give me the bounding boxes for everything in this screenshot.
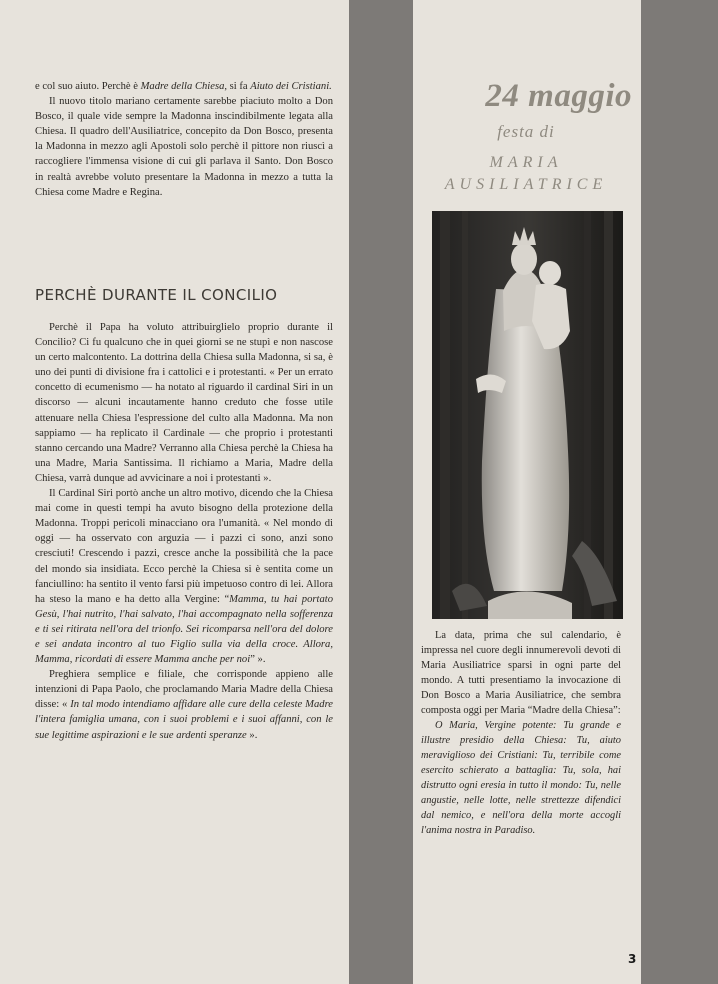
text: , si fa <box>224 81 251 92</box>
paragraph <box>35 486 333 667</box>
continuation-paragraph <box>35 79 333 94</box>
emphasis: In tal modo intendiamo affidare alle cure della celeste Madre l'intera famiglia umana, con i suoi problemi e i suoi affanni, con le sue legittime aspirazioni e le sue ardenti speranze <box>35 699 333 741</box>
section-heading: PERCHÈ DURANTE IL CONCILIO <box>35 286 278 304</box>
date-title: 24 maggio <box>485 78 632 114</box>
text: ” ». <box>250 654 266 666</box>
emphasis: Aiuto dei Cristiani. <box>250 81 332 92</box>
feature-title-block <box>420 76 632 196</box>
paragraph <box>35 667 333 742</box>
page-number: 3 <box>628 952 637 966</box>
name-line: MARIA <box>489 154 563 171</box>
paragraph: Perchè il Papa ha voluto attribuirglielo proprio durante il Concilio? Ci fu qualcuno che in quei giorni se ne stupì e non nascose un certo malcontento. La dottrina della Chiesa sulla Madonna, si sa, è uno dei punti di divisione fra i cattolici e i protestanti. « Per un errato concetto di ecumenismo — ha notato al riguardo il cardinal Siri in un discorso — alcuni incautamente hanno creduto che fosse utile attenuare nella Chiesa l'espressione del culto alla Madonna. Ma non sappiamo — ha replicato il Cardinale — che proprio i protestanti stanno cercando una Madre? Verranno alla Chiesa perchè la Chiesa ha una Madre, Maria Santissima. Il richiamo a Maria, Madre della Chiesa, varrà dunque ad avvicinare a noi i protestanti ». <box>35 322 333 484</box>
name-line: AUSILIATRICE <box>444 176 608 193</box>
feast-subtitle: festa di <box>497 122 555 141</box>
statue-illustration <box>432 211 623 619</box>
emphasis: Mamma, tu hai portato Gesù, l'hai nutrito, l'hai salvato, l'hai accompagnato nella sofferenza e ti sei ritirata nell'ora del trionfo. Sei ricomparsa nell'ora del dolore e sei andata incontro al tuo Figlio sulla via della croce. Allora, Mamma, ricordati di essere Mamma anche per noi <box>35 593 333 666</box>
paragraph <box>421 628 621 718</box>
feature-name <box>420 152 632 196</box>
emphasis: Madre della Chiesa <box>140 81 225 92</box>
text: ». <box>246 729 258 741</box>
prayer-text: O Maria, Vergine potente: Tu grande e illustre presidio della Chiesa: Tu, aiuto meraviglioso dei Cristiani: Tu, terribile come esercito schierato a battaglia: Tu, sola, hai distrutto ogni eresia in tutto il mondo: Tu, nelle angustie, nelle lotte, nelle strettezze difendici dal nemico, e nell'ora della morte accogli l'anima nostra in Paradiso. <box>421 720 621 836</box>
gray-divider-band <box>349 0 413 984</box>
paragraph: Il nuovo titolo mariano certamente sarebbe piaciuto molto a Don Bosco, il quale vide sempre la Madonna inscindibilmente legata alla Chiesa. Il quadro dell'Ausiliatrice, concepito da Don Bosco, presenta la Madonna in mezzo agli Apostoli solo perchè il pittore non riuscì a raccogliere l'immensa visione di cui gli parlava il Santo. Don Bosco in realtà avrebbe voluto presentare la Madonna in mezzo a tutta la Chiesa come Madre e Regina. <box>35 96 333 198</box>
left-column-top <box>35 79 333 200</box>
text: La data, prima che sul calendario, è impressa nel cuore degli innumerevoli devoti di Maria Ausiliatrice sparsi in ogni parte del mondo. A tutti presentiamo la invocazione di Don Bosco a Maria Ausiliatrice, che sembra composta oggi per Maria “ <box>421 630 621 716</box>
left-column-body <box>35 320 333 743</box>
text: ”: <box>613 705 621 716</box>
text: Il Cardinal Siri portò anche un altro motivo, dicendo che la Chiesa mai come in questi tempi ha avuto bisogno della protezione della Madonna. Troppi pericoli minacciano ora l'umanità. « Nel mondo di oggi — ha osservato con arguzia — i pazzi ci sono, anzi sono cresciuti! Crescendo i pazzi, cresce anche la possibilità che la pace del mondo sia insidiata. Ecco perchè la Chiesa si è sentita come un fanciullino: ha sentito il vento farsi più impetuoso contro di lei. Allora ha steso la mano e ha detto alla Vergine: “ <box>35 488 333 605</box>
text: Preghiera semplice e filiale, che corrisponde appieno alle intenzioni di Papa Paolo, che proclamando Maria Madre della Chiesa disse: « <box>35 669 333 711</box>
right-column <box>421 628 621 838</box>
prayer-paragraph <box>421 718 621 838</box>
text: e col suo aiuto. Perchè è <box>35 81 141 92</box>
gray-edge-band <box>641 0 718 984</box>
quoted-title: Madre della Chiesa <box>532 705 614 716</box>
statue-photo <box>432 211 623 619</box>
